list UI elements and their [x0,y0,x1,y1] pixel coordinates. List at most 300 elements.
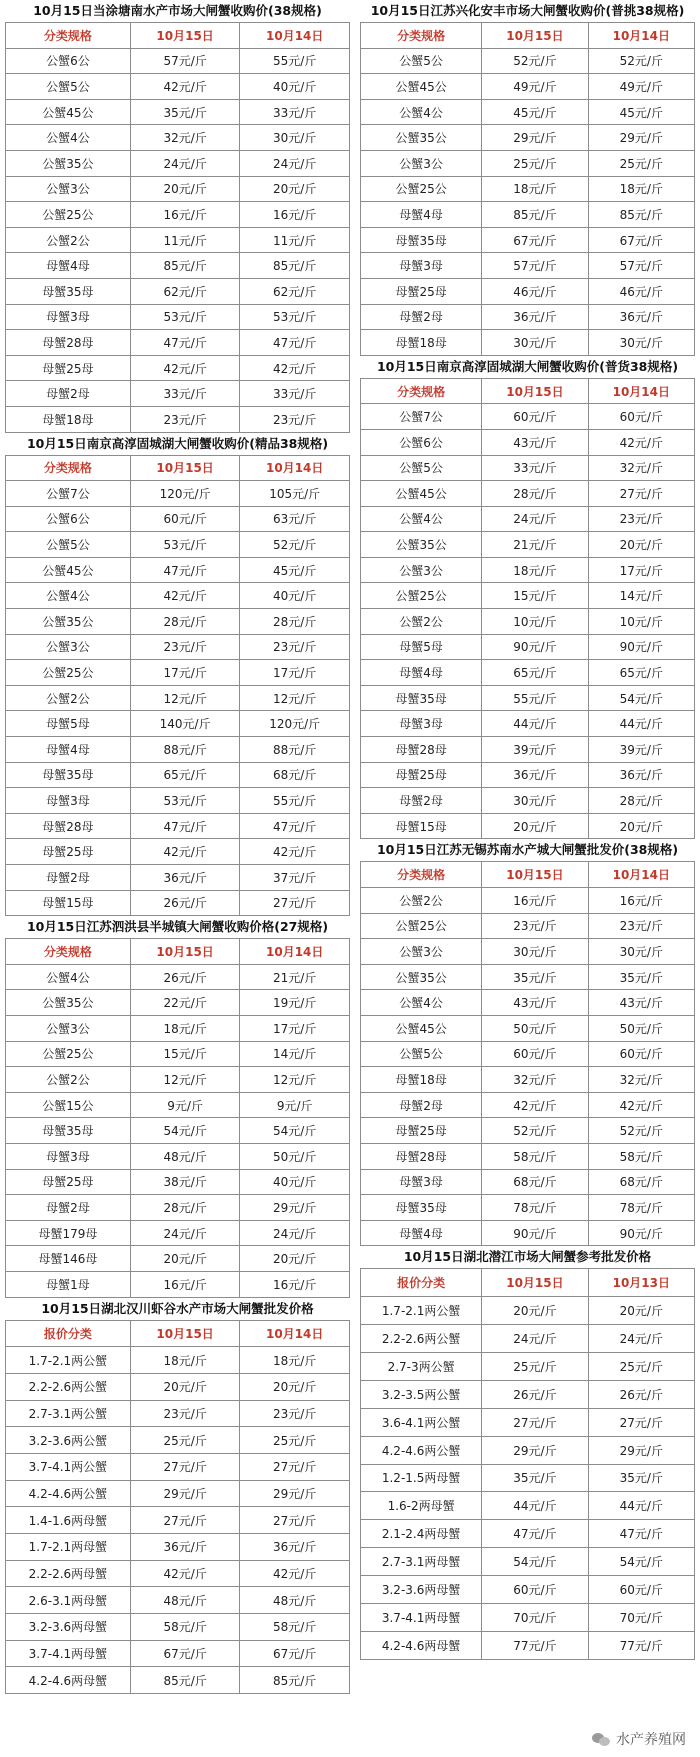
price-cell: 54元/斤 [240,1118,350,1144]
price-cell: 20元/斤 [240,176,350,202]
table-row [6,278,350,304]
table-title: 10月15日江苏无锡苏南水产城大闸蟹批发价(38规格) [376,842,679,858]
spec-cell: 1.6-2两母蟹 [361,1492,482,1520]
price-table [5,22,350,433]
table-row [361,1548,695,1576]
table-row [361,99,695,125]
price-cell: 55元/斤 [240,48,350,74]
price-cell: 27元/斤 [240,1453,350,1480]
spec-cell: 公蟹6公 [6,48,131,74]
spec-cell: 母蟹25母 [361,1118,482,1144]
spec-cell: 2.2-2.6两公蟹 [6,1373,131,1400]
spec-cell: 母蟹4母 [361,1220,482,1246]
price-cell: 42元/斤 [588,429,694,455]
price-cell: 20元/斤 [240,1246,350,1272]
price-cell: 85元/斤 [588,202,694,228]
price-cell: 29元/斤 [240,1480,350,1507]
price-cell: 25元/斤 [588,1352,694,1380]
spec-cell: 公蟹4公 [6,964,131,990]
price-cell: 58元/斤 [482,1143,588,1169]
spec-cell: 母蟹35母 [361,227,482,253]
spec-cell: 母蟹25母 [6,355,131,381]
price-cell: 16元/斤 [240,1271,350,1297]
price-cell: 85元/斤 [130,1667,240,1694]
table-row [6,48,350,74]
price-cell: 28元/斤 [588,788,694,814]
price-cell: 35元/斤 [130,99,240,125]
table-row [6,1480,350,1507]
price-cell: 60元/斤 [482,404,588,430]
table-row [361,711,695,737]
price-cell: 21元/斤 [240,964,350,990]
table-row [361,74,695,100]
column-header: 10月15日 [130,23,240,49]
table-row [361,737,695,763]
price-table [5,455,350,917]
spec-cell: 母蟹3母 [361,1169,482,1195]
price-cell: 15元/斤 [130,1041,240,1067]
spec-cell: 1.7-2.1两母蟹 [6,1534,131,1561]
spec-cell: 1.2-1.5两母蟹 [361,1464,482,1492]
table-block-gucheng-jing [5,433,350,917]
price-cell: 20元/斤 [482,1297,588,1325]
price-cell: 42元/斤 [482,1092,588,1118]
spec-cell: 母蟹146母 [6,1246,131,1272]
price-cell: 24元/斤 [130,150,240,176]
table-row [361,506,695,532]
price-cell: 18元/斤 [130,1015,240,1041]
spec-cell: 母蟹28母 [6,813,131,839]
price-cell: 50元/斤 [588,1015,694,1041]
spec-cell: 母蟹2母 [6,865,131,891]
spec-cell: 母蟹3母 [6,304,131,330]
column-header: 分类规格 [6,455,131,481]
table-row [361,1015,695,1041]
price-cell: 40元/斤 [240,583,350,609]
spec-cell: 母蟹35母 [361,1195,482,1221]
column-header: 报价分类 [6,1320,131,1347]
spec-cell: 公蟹15公 [6,1092,131,1118]
price-cell: 85元/斤 [240,253,350,279]
table-row [361,1118,695,1144]
table-row [361,1067,695,1093]
table-row [6,532,350,558]
spec-cell: 2.7-3.1两母蟹 [361,1548,482,1576]
table-block-wuxi [360,839,695,1246]
price-cell: 42元/斤 [240,1560,350,1587]
table-block-dangtu [5,0,350,433]
price-cell: 12元/斤 [240,685,350,711]
price-cell: 67元/斤 [130,1640,240,1667]
table-row [6,762,350,788]
price-cell: 20元/斤 [588,813,694,839]
spec-cell: 公蟹25公 [361,913,482,939]
price-cell: 85元/斤 [482,202,588,228]
table-row [6,583,350,609]
price-cell: 23元/斤 [130,634,240,660]
price-cell: 50元/斤 [482,1015,588,1041]
column-header: 10月15日 [130,939,240,965]
price-cell: 62元/斤 [240,278,350,304]
price-cell: 27元/斤 [588,481,694,507]
price-cell: 35元/斤 [588,964,694,990]
price-cell: 53元/斤 [130,788,240,814]
spec-cell: 公蟹7公 [6,481,131,507]
spec-cell: 母蟹2母 [6,1195,131,1221]
price-cell: 29元/斤 [240,1195,350,1221]
table-row [361,1143,695,1169]
table-row [6,227,350,253]
price-cell: 23元/斤 [130,406,240,432]
table-title: 10月15日湖北汉川虾谷水产市场大闸蟹批发价格 [41,1300,314,1316]
price-cell: 62元/斤 [130,278,240,304]
column-header: 10月15日 [482,862,588,888]
price-cell: 57元/斤 [588,253,694,279]
table-row [361,888,695,914]
price-cell: 12元/斤 [130,1067,240,1093]
table-row [361,1464,695,1492]
spec-cell: 3.2-3.6两母蟹 [361,1576,482,1604]
price-cell: 25元/斤 [240,1427,350,1454]
price-cell: 36元/斤 [240,1534,350,1561]
spec-cell: 公蟹5公 [6,74,131,100]
price-cell: 29元/斤 [588,1436,694,1464]
table-row [6,788,350,814]
price-cell: 90元/斤 [588,1220,694,1246]
table-row [6,1169,350,1195]
spec-cell: 母蟹3母 [6,788,131,814]
price-cell: 68元/斤 [588,1169,694,1195]
price-cell: 32元/斤 [482,1067,588,1093]
price-cell: 27元/斤 [130,1507,240,1534]
table-row [361,202,695,228]
spec-cell: 母蟹5母 [361,634,482,660]
table-row [361,1604,695,1632]
spec-cell: 母蟹3母 [361,711,482,737]
spec-cell: 公蟹45公 [6,99,131,125]
price-table [360,378,695,840]
price-cell: 28元/斤 [130,609,240,635]
price-cell: 55元/斤 [240,788,350,814]
table-row [361,253,695,279]
table-row [6,202,350,228]
price-cell: 49元/斤 [482,74,588,100]
price-cell: 54元/斤 [588,685,694,711]
price-cell: 90元/斤 [482,634,588,660]
price-cell: 105元/斤 [240,481,350,507]
table-row [6,1246,350,1272]
price-cell: 18元/斤 [588,176,694,202]
table-row [6,1195,350,1221]
spec-cell: 公蟹45公 [361,1015,482,1041]
price-cell: 46元/斤 [588,278,694,304]
column-header: 分类规格 [6,939,131,965]
column-header: 10月15日 [130,455,240,481]
price-cell: 36元/斤 [130,1534,240,1561]
table-row [361,481,695,507]
price-cell: 68元/斤 [240,762,350,788]
price-cell: 120元/斤 [130,481,240,507]
table-title: 10月15日南京高淳固城湖大闸蟹收购价(普货38规格) [376,358,679,374]
spec-cell: 母蟹4母 [6,253,131,279]
table-row [6,1507,350,1534]
price-cell: 11元/斤 [240,227,350,253]
table-row [6,711,350,737]
column-header: 10月14日 [240,939,350,965]
price-cell: 52元/斤 [482,48,588,74]
table-row [6,1041,350,1067]
price-cell: 78元/斤 [482,1195,588,1221]
spec-cell: 母蟹28母 [361,1143,482,1169]
table-row [361,1380,695,1408]
table-row [361,125,695,151]
price-cell: 23元/斤 [240,1400,350,1427]
table-row [6,813,350,839]
price-cell: 52元/斤 [482,1118,588,1144]
table-row [6,150,350,176]
price-cell: 38元/斤 [130,1169,240,1195]
price-cell: 42元/斤 [240,839,350,865]
table-row [6,1347,350,1374]
spec-cell: 公蟹4公 [361,506,482,532]
table-row [6,304,350,330]
table-row [6,1118,350,1144]
price-cell: 47元/斤 [130,557,240,583]
spec-cell: 公蟹4公 [361,99,482,125]
table-row [6,634,350,660]
price-cell: 67元/斤 [482,227,588,253]
spec-cell: 公蟹2公 [6,1067,131,1093]
spec-cell: 公蟹3公 [361,150,482,176]
price-table [5,938,350,1297]
table-header-row [6,455,350,481]
spec-cell: 母蟹4母 [6,737,131,763]
spec-cell: 3.7-4.1两公蟹 [6,1453,131,1480]
price-cell: 67元/斤 [240,1640,350,1667]
price-cell: 58元/斤 [130,1614,240,1641]
table-row [361,1325,695,1353]
spec-cell: 2.2-2.6两母蟹 [6,1560,131,1587]
table-row [361,278,695,304]
price-cell: 9元/斤 [130,1092,240,1118]
table-row [6,1220,350,1246]
price-cell: 44元/斤 [482,711,588,737]
price-cell: 30元/斤 [588,939,694,965]
price-cell: 36元/斤 [482,762,588,788]
table-title: 10月15日南京高淳固城湖大闸蟹收购价(精品38规格) [26,435,329,451]
spec-cell: 公蟹3公 [6,176,131,202]
price-cell: 46元/斤 [482,278,588,304]
wechat-icon [592,1732,612,1746]
price-cell: 36元/斤 [588,304,694,330]
price-cell: 40元/斤 [240,1169,350,1195]
table-row [6,406,350,432]
spec-cell: 母蟹25母 [6,1169,131,1195]
price-cell: 20元/斤 [130,176,240,202]
column-header: 10月14日 [240,455,350,481]
price-cell: 24元/斤 [588,1325,694,1353]
spec-cell: 3.2-3.6两母蟹 [6,1614,131,1641]
price-cell: 47元/斤 [482,1520,588,1548]
price-cell: 22元/斤 [130,990,240,1016]
spec-cell: 母蟹18母 [361,1067,482,1093]
price-cell: 30元/斤 [482,939,588,965]
price-cell: 35元/斤 [588,1464,694,1492]
price-cell: 23元/斤 [130,1400,240,1427]
table-row [6,1427,350,1454]
price-cell: 12元/斤 [130,685,240,711]
table-block-xinghua [360,0,695,356]
price-cell: 18元/斤 [482,557,588,583]
table-row [361,227,695,253]
spec-cell: 公蟹5公 [361,455,482,481]
price-cell: 35元/斤 [482,964,588,990]
spec-cell: 公蟹2公 [6,227,131,253]
price-cell: 14元/斤 [240,1041,350,1067]
price-cell: 27元/斤 [240,1507,350,1534]
spec-cell: 公蟹3公 [6,634,131,660]
table-row [6,1614,350,1641]
price-cell: 20元/斤 [130,1246,240,1272]
price-cell: 18元/斤 [130,1347,240,1374]
table-row [6,609,350,635]
column-header: 10月15日 [482,23,588,49]
price-cell: 43元/斤 [588,990,694,1016]
table-row [6,1015,350,1041]
table-block-sihong [5,916,350,1297]
price-cell: 25元/斤 [482,150,588,176]
column-header: 分类规格 [6,23,131,49]
price-cell: 53元/斤 [130,304,240,330]
spec-cell: 母蟹35母 [361,685,482,711]
price-cell: 67元/斤 [588,227,694,253]
table-row [361,304,695,330]
price-cell: 54元/斤 [482,1548,588,1576]
watermark [592,1729,686,1749]
price-cell: 52元/斤 [240,532,350,558]
price-cell: 20元/斤 [482,813,588,839]
price-cell: 25元/斤 [130,1427,240,1454]
spec-cell: 公蟹35公 [6,609,131,635]
price-cell: 57元/斤 [482,253,588,279]
price-cell: 17元/斤 [130,660,240,686]
price-cell: 58元/斤 [588,1143,694,1169]
spec-cell: 母蟹25母 [361,278,482,304]
spec-cell: 母蟹2母 [6,381,131,407]
price-cell: 29元/斤 [482,125,588,151]
table-row [361,634,695,660]
table-row [361,48,695,74]
price-cell: 32元/斤 [130,125,240,151]
price-cell: 49元/斤 [588,74,694,100]
spec-cell: 4.2-4.6两公蟹 [361,1436,482,1464]
table-title: 10月15日湖北潜江市场大闸蟹参考批发价格 [403,1249,652,1265]
table-block-hubei-qianjiang [360,1246,695,1659]
price-cell: 88元/斤 [130,737,240,763]
table-row [361,176,695,202]
table-header-row [361,23,695,49]
price-cell: 78元/斤 [588,1195,694,1221]
table-row [6,1373,350,1400]
table-row [361,1576,695,1604]
column-header: 10月14日 [588,378,694,404]
table-row [6,1534,350,1561]
price-cell: 42元/斤 [130,583,240,609]
price-cell: 30元/斤 [588,330,694,356]
price-cell: 20元/斤 [240,1373,350,1400]
table-row [6,685,350,711]
price-cell: 48元/斤 [130,1143,240,1169]
price-cell: 27元/斤 [482,1408,588,1436]
table-row [361,685,695,711]
spec-cell: 公蟹35公 [361,532,482,558]
table-row [6,1560,350,1587]
price-cell: 30元/斤 [482,330,588,356]
table-row [6,557,350,583]
left-column [5,0,350,1694]
price-cell: 60元/斤 [130,506,240,532]
price-cell: 24元/斤 [240,1220,350,1246]
price-cell: 17元/斤 [240,660,350,686]
price-cell: 47元/斤 [130,813,240,839]
price-cell: 65元/斤 [130,762,240,788]
spec-cell: 2.7-3两公蟹 [361,1352,482,1380]
spec-cell: 母蟹18母 [6,406,131,432]
table-row [361,1352,695,1380]
spec-cell: 2.7-3.1两公蟹 [6,1400,131,1427]
table-row [361,1041,695,1067]
table-row [6,737,350,763]
table-row [6,74,350,100]
spec-cell: 母蟹28母 [6,330,131,356]
spec-cell: 3.2-3.6两公蟹 [6,1427,131,1454]
price-cell: 43元/斤 [482,990,588,1016]
table-row [361,1520,695,1548]
price-cell: 68元/斤 [482,1169,588,1195]
price-cell: 140元/斤 [130,711,240,737]
table-row [361,609,695,635]
spec-cell: 公蟹45公 [6,557,131,583]
table-title: 10月15日江苏泗洪县半城镇大闸蟹收购价格(27规格) [26,919,329,935]
spec-cell: 1.7-2.1两公蟹 [6,1347,131,1374]
price-cell: 16元/斤 [588,888,694,914]
price-cell: 9元/斤 [240,1092,350,1118]
table-row [361,1631,695,1659]
price-cell: 19元/斤 [240,990,350,1016]
price-cell: 85元/斤 [240,1667,350,1694]
column-header: 10月15日 [482,1269,588,1297]
table-row [6,125,350,151]
price-cell: 17元/斤 [240,1015,350,1041]
price-table [5,1320,350,1695]
price-cell: 20元/斤 [588,1297,694,1325]
column-header: 10月15日 [130,1320,240,1347]
table-row [6,176,350,202]
price-cell: 47元/斤 [240,330,350,356]
spec-cell: 4.2-4.6两母蟹 [6,1667,131,1694]
column-header: 10月14日 [588,862,694,888]
table-header-row [361,1269,695,1297]
price-table [360,1268,695,1659]
spec-cell: 公蟹2公 [6,685,131,711]
column-header: 分类规格 [361,862,482,888]
price-cell: 58元/斤 [240,1614,350,1641]
price-cell: 30元/斤 [482,788,588,814]
spec-cell: 公蟹5公 [361,1041,482,1067]
price-cell: 16元/斤 [482,888,588,914]
price-cell: 27元/斤 [130,1453,240,1480]
price-cell: 65元/斤 [588,660,694,686]
